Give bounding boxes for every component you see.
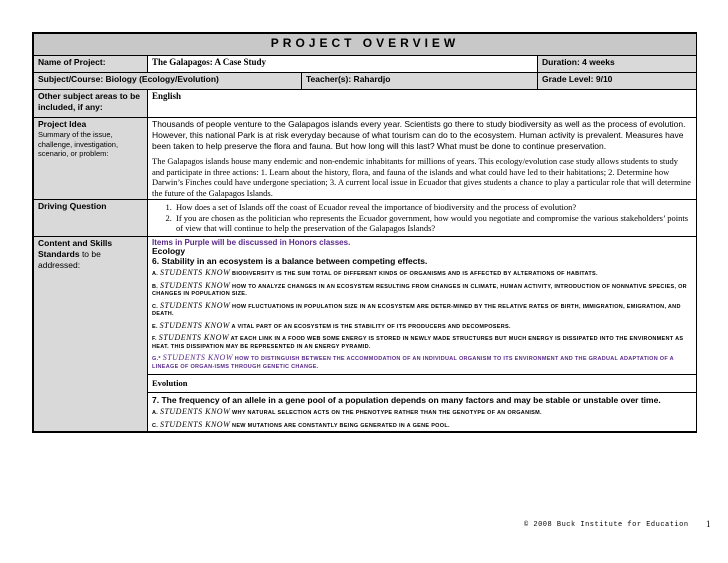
students-know-label: STUDENTS KNOW: [158, 333, 230, 342]
ecology-heading: Ecology: [152, 246, 186, 256]
other-subjects-value: English: [148, 90, 697, 118]
standard-item: [152, 269, 692, 279]
project-idea-summary: Thousands of people venture to the Galapagos islands every year. Scientists go there to study biodiversity as well as the process of evolution. However, this national Park is at risk everyday because of what tourism can do to the ecosystem. Human activity is prevalent. Measures have been taken to help preserve the flora and fauna. But how long will this last? What must be done to continue preservation.: [152, 119, 686, 151]
students-know-label: STUDENTS KNOW: [159, 268, 231, 277]
project-idea-content: [148, 118, 697, 200]
standard-text: WHY NATURAL SELECTION ACTS ON THE PHENOTYPE RATHER THAN THE GENOTYPE OF AN ORGANISM.: [230, 410, 542, 416]
list-item: 1. How does a set of Islands off the coast of Ecuador reveal the importance of biodiversity and the process of evolution?: [174, 202, 692, 213]
standard-text: BIODIVERSITY IS THE SUM TOTAL OF DIFFERENT KINDS OF ORGANISMS AND IS AFFECTED BY ALTERATIONS OF HABITATS.: [230, 271, 598, 277]
honors-note: Items in Purple will be discussed in Honors classes.: [152, 237, 351, 247]
standard-text: HOW TO ANALYZE CHANGES IN AN ECOSYSTEM RESULTING FROM CHANGES IN CLIMATE, HUMAN ACTIVITY, INTRODUCTION OF NONNATIVE SPECIES, OR CHANGES IN POPULATION SIZE.: [152, 283, 687, 297]
content-standards-label-cell: [34, 236, 148, 432]
standard-7: 7. The frequency of an allele in a gene pool of a population depends on many factors and may be stable or unstable over time.: [152, 394, 661, 405]
standard-item: [152, 322, 692, 332]
project-idea-label-cell: [34, 118, 148, 200]
students-know-label: STUDENTS KNOW: [159, 407, 231, 416]
standard-item: [152, 354, 692, 371]
standard-7-items: [152, 408, 692, 430]
students-know-label: STUDENTS KNOW: [159, 300, 231, 310]
teacher: Teacher(s): Rahardjo: [302, 73, 538, 90]
students-know-label: STUDENTS KNOW: [159, 280, 231, 290]
students-know-label: STUDENTS KNOW: [159, 419, 231, 429]
standard-text: HOW FLUCTUATIONS IN POPULATION SIZE IN AN ECOSYSTEM ARE DETER-MINED BY THE RELATIVE RATES OF BIRTH, IMMIGRATION, EMIGRATION, AND DEATH.: [152, 303, 681, 317]
evolution-heading: Evolution: [152, 378, 188, 388]
standard-letter: A.: [152, 410, 160, 416]
standard-letter: A.: [152, 271, 160, 277]
driving-question-list: [152, 202, 692, 234]
standard-letter: C.: [152, 303, 160, 310]
content-standards-label-rest: to be addressed:: [38, 248, 101, 270]
other-subjects-label: Other subject areas to be included, if any:: [34, 90, 148, 118]
standard-letter: E.: [152, 323, 160, 330]
standard-letter: B.: [152, 283, 160, 290]
standard-text: NEW MUTATIONS ARE CONSTANTLY BEING GENERATED IN A GENE POOL.: [230, 422, 450, 429]
standard-text: A VITAL PART OF AN ECOSYSTEM IS THE STABILITY OF ITS PRODUCERS AND DECOMPOSERS.: [229, 323, 511, 330]
standard-letter: C.: [152, 422, 160, 429]
page-number: 1: [706, 519, 711, 529]
divider: [148, 392, 696, 393]
standard-letter: F.: [152, 336, 159, 342]
students-know-label: STUDENTS KNOW: [159, 320, 230, 330]
driving-question-label: Driving Question: [34, 200, 148, 237]
standard-text: HOW TO DISTINGUISH BETWEEN THE ACCOMMODATION OF AN INDIVIDUAL ORGANISM TO ITS ENVIRONMENT AND THE GRADUAL ADAPTATION OF A LINEAGE OF ORGAN-ISMS THROUGH GENETIC CHANGE.: [152, 356, 674, 370]
grade-level: Grade Level: 9/10: [538, 73, 697, 90]
project-idea-sublabel: Summary of the issue, challenge, investigation, scenario, or problem:: [38, 130, 119, 158]
content-standards-label: Content and Skills Standards: [38, 237, 113, 259]
subject-course: Subject/Course: Biology (Ecology/Evolution): [34, 73, 302, 90]
standard-6: 6. Stability in an ecosystem is a balance between competing effects.: [152, 255, 428, 266]
project-idea-detail: The Galapagos islands house many endemic and non-endemic inhabitants for millions of years. This ecology/evolution case study allows students to study and participate in three actions: 1. Learn about the history, flora, and fauna of the islands and what could have led to their habitations; 2. Determine how Darwin’s Finches could have undergone speciation; 3. A current local issue in Ecuador that gives students a chance to play a particular role that will determine the future of the Galapagos Islands.: [152, 156, 691, 198]
students-know-label: STUDENTS KNOW: [162, 353, 233, 362]
project-name-value: The Galapagos: A Case Study: [148, 56, 538, 73]
standard-6-items: [152, 269, 692, 371]
standard-item: [152, 334, 692, 351]
standard-item: [152, 421, 692, 431]
divider: [148, 374, 696, 375]
standard-item: [152, 408, 692, 418]
page-title: PROJECT OVERVIEW: [34, 34, 697, 56]
duration: Duration: 4 weeks: [538, 56, 697, 73]
footer-copyright: © 2008 Buck Institute for Education: [524, 521, 689, 529]
content-standards-content: [148, 236, 697, 432]
project-overview-form: [32, 32, 697, 433]
standard-item: [152, 302, 692, 319]
project-name-label: Name of Project:: [34, 56, 148, 73]
driving-question-content: [148, 200, 697, 237]
standard-letter: G.*: [152, 356, 163, 362]
standard-item: [152, 282, 692, 299]
standard-text: AT EACH LINK IN A FOOD WEB SOME ENERGY IS STORED IN NEWLY MADE STRUCTURES BUT MUCH ENERGY IS DISSIPATED INTO THE ENVIRONMENT AS HEAT. THIS DISSIPATION MAY BE REPRESENTED IN AN ENERGY PYRAMID.: [152, 336, 684, 350]
list-item: 2. If you are chosen as the politician who represents the Ecuador government, how would you negotiate and compromise the various stakeholders’ points of view that will continue to help the preservation of the Galapagos Islands?: [174, 213, 692, 234]
project-idea-label: Project Idea: [38, 119, 87, 129]
